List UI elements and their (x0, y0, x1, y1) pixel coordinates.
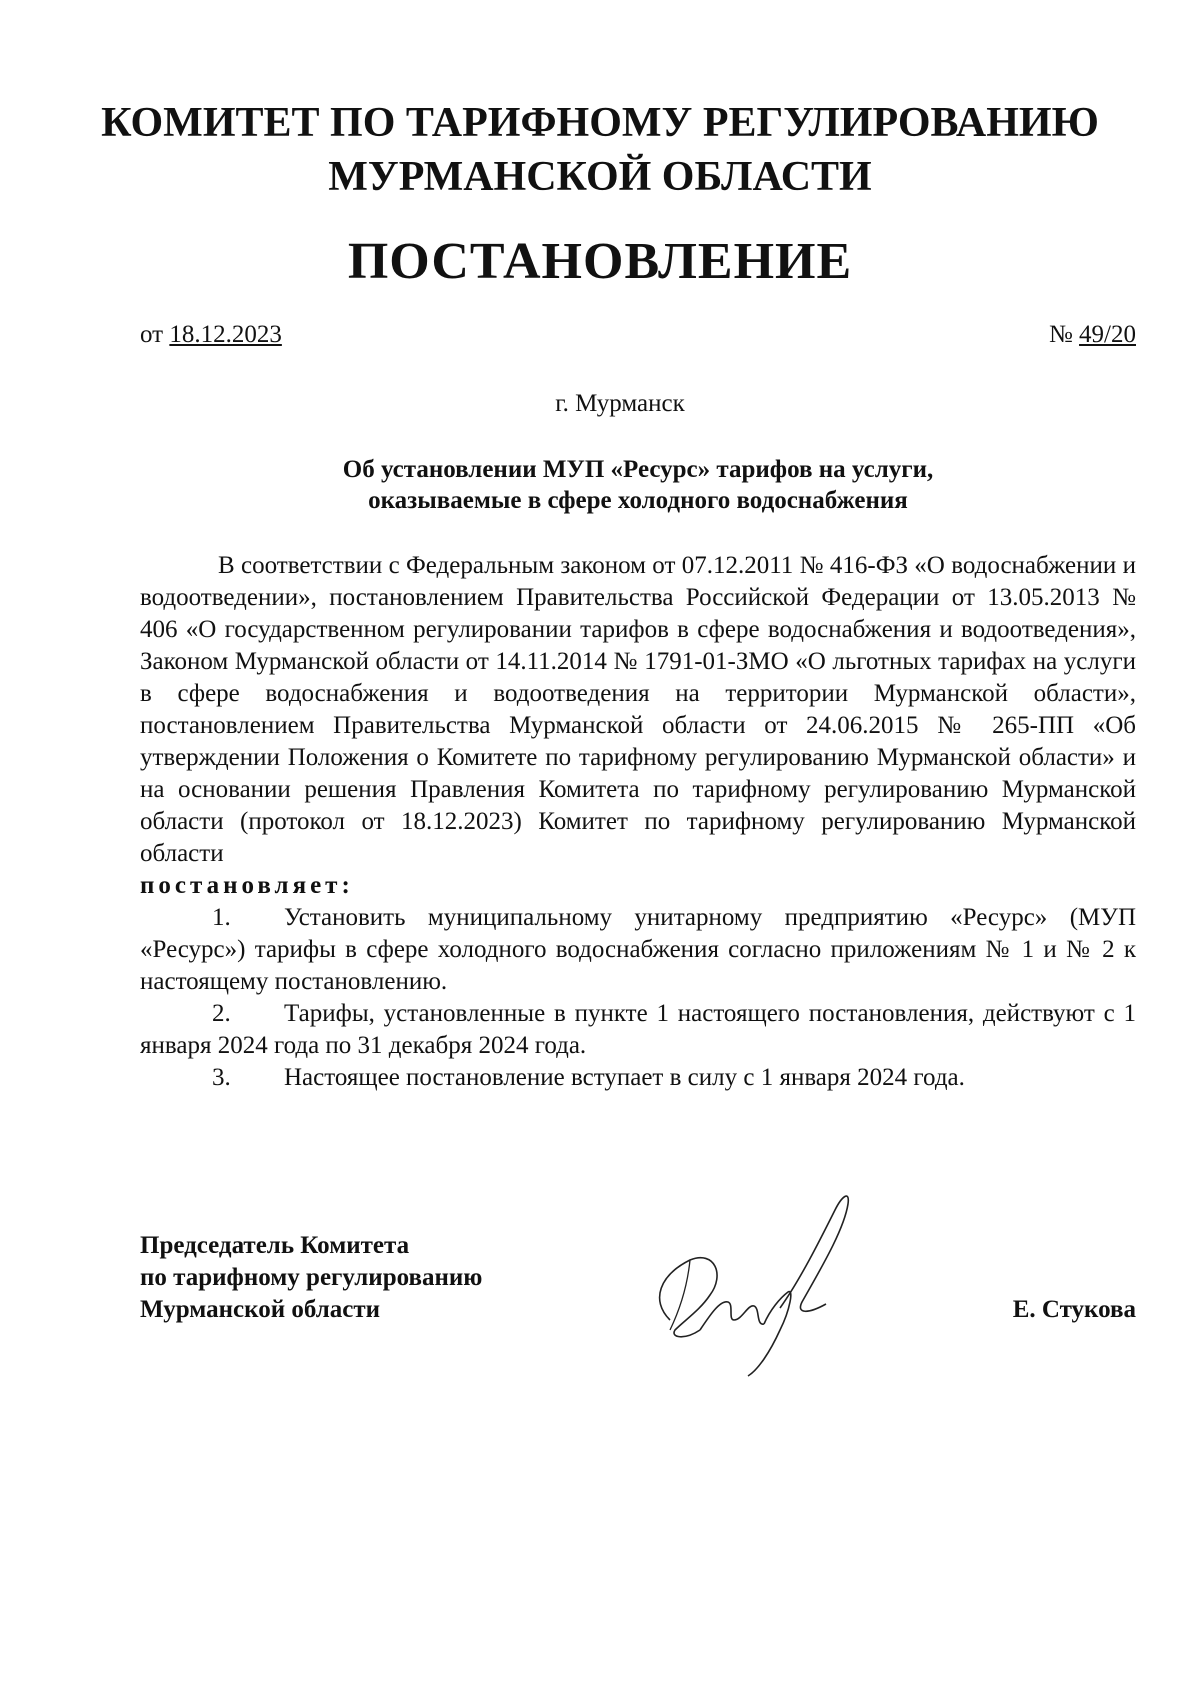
item-number: 3. (212, 1064, 231, 1091)
org-name-line2: МУРМАНСКОЙ ОБЛАСТИ (328, 154, 872, 200)
date-value: 18.12.2023 (169, 321, 282, 348)
signatory-title-line3: Мурманской области (140, 1296, 381, 1323)
signatory-title-line1: Председатель Комитета (140, 1232, 410, 1259)
preamble-text: В соответствии с Федеральным законом от 07.12.2011 № 416-ФЗ «О водоснабжении и водоотведении», постановлением Правительства Российской Федерации от 13.05.2013 № 406 «О государственном регулировании тарифов в сфере водоснабжения и водоотведения», Законом Мурманской области от 14.11.2014 № 1791-01-ЗМО «О льготных тарифах на услуги в сфере водоснабжения и водоотведения на территории Мурманской области», постановлением Правительства Мурманской области от 24.06.2015 № 265-ПП «Об утверждении Положения о Комитете по тарифному регулированию Мурманской области» и на основании решения Правления Комитета по тарифному регулированию Мурманской области (протокол от 18.12.2023) Комитет по тарифному регулированию Мурманской области (140, 552, 1136, 867)
signatory-name: Е. Стукова (1012, 1296, 1136, 1323)
list-item (140, 902, 1136, 998)
signatory-title (140, 1230, 482, 1326)
item-number: 1. (212, 904, 231, 931)
document-number (1049, 320, 1136, 350)
subject-line2: оказываемые в сфере холодного водоснабжения (368, 487, 908, 514)
city: г. Мурманск (555, 390, 685, 417)
handwritten-signature (630, 1180, 870, 1380)
document-body (140, 550, 1136, 1094)
item-text: Тарифы, установленные в пункте 1 настоящего постановления, действуют с 1 января 2024 года по 31 декабря 2024 года. (140, 1000, 1136, 1059)
list-item (140, 998, 1136, 1062)
document-type: ПОСТАНОВЛЕНИЕ (347, 233, 853, 290)
number-value: 49/20 (1079, 321, 1136, 348)
resolves-line (140, 870, 1136, 902)
signatory-title-line2: по тарифному регулированию (140, 1264, 483, 1291)
organization-header (100, 96, 1100, 204)
document-subject (140, 454, 1136, 516)
date-prefix: от (140, 321, 170, 348)
number-prefix: № (1048, 321, 1080, 348)
item-text: Настоящее постановление вступает в силу с 1 января 2024 года. (284, 1064, 965, 1091)
org-name-line1: КОМИТЕТ ПО ТАРИФНОМУ РЕГУЛИРОВАНИЮ (101, 100, 1099, 146)
resolves-word: постановляет: (140, 872, 354, 899)
item-number: 2. (212, 1000, 231, 1027)
preamble-paragraph (140, 550, 1136, 870)
document-date (140, 320, 282, 350)
list-item (140, 1062, 1136, 1094)
item-text: Установить муниципальному унитарному предприятию «Ресурс» (МУП «Ресурс») тарифы в сфере холодного водоснабжения согласно приложениям № 1 и № 2 к настоящему постановлению. (140, 904, 1136, 995)
subject-line1: Об установлении МУП «Ресурс» тарифов на услуги, (342, 456, 934, 483)
